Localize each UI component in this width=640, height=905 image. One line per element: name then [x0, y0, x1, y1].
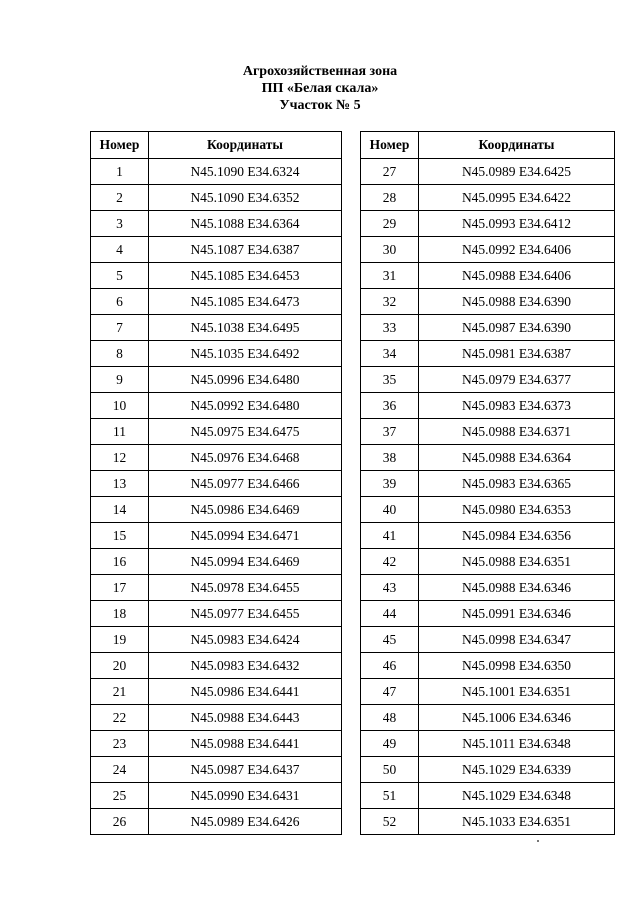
coordinates-cell: N45.0983 E34.6365: [419, 471, 615, 497]
table-row: [91, 419, 342, 445]
point-number-cell: 38: [361, 445, 419, 471]
point-number-cell: 50: [361, 757, 419, 783]
point-number-cell: 1: [91, 159, 149, 185]
table-row: [91, 757, 342, 783]
table-row: [361, 679, 615, 705]
table-row: [91, 601, 342, 627]
coordinates-cell: N45.0991 E34.6346: [419, 601, 615, 627]
coordinates-cell: N45.1038 E34.6495: [149, 315, 342, 341]
table-row: [91, 471, 342, 497]
table-row: [361, 393, 615, 419]
coordinates-cell: N45.1006 E34.6346: [419, 705, 615, 731]
coordinates-cell: N45.0998 E34.6347: [419, 627, 615, 653]
table-row: [361, 653, 615, 679]
coordinates-cell: N45.1090 E34.6324: [149, 159, 342, 185]
coordinates-cell: N45.0983 E34.6373: [419, 393, 615, 419]
table-row: [361, 809, 615, 835]
point-number-cell: 42: [361, 549, 419, 575]
table-row: [91, 679, 342, 705]
coordinates-cell: N45.0977 E34.6466: [149, 471, 342, 497]
coordinates-cell: N45.0983 E34.6424: [149, 627, 342, 653]
point-number-cell: 12: [91, 445, 149, 471]
scan-speck: [537, 840, 539, 842]
point-number-cell: 8: [91, 341, 149, 367]
point-number-cell: 43: [361, 575, 419, 601]
coordinates-cell: N45.1029 E34.6339: [419, 757, 615, 783]
table-header-row: [361, 132, 615, 159]
point-number-cell: 26: [91, 809, 149, 835]
point-number-cell: 47: [361, 679, 419, 705]
point-number-cell: 28: [361, 185, 419, 211]
table-row: [91, 549, 342, 575]
coordinates-cell: N45.1029 E34.6348: [419, 783, 615, 809]
point-number-cell: 2: [91, 185, 149, 211]
coordinates-cell: N45.0986 E34.6441: [149, 679, 342, 705]
point-number-cell: 25: [91, 783, 149, 809]
table-row: [361, 367, 615, 393]
table-row: [91, 341, 342, 367]
coordinates-cell: N45.1035 E34.6492: [149, 341, 342, 367]
table-row: [361, 731, 615, 757]
point-number-cell: 20: [91, 653, 149, 679]
point-number-cell: 52: [361, 809, 419, 835]
point-number-cell: 3: [91, 211, 149, 237]
point-number-cell: 44: [361, 601, 419, 627]
table-row: [91, 263, 342, 289]
column-header-coordinates: Координаты: [419, 132, 615, 159]
table-row: [361, 783, 615, 809]
column-header-number: Номер: [91, 132, 149, 159]
table-row: [361, 471, 615, 497]
coordinates-cell: N45.0988 E34.6441: [149, 731, 342, 757]
coordinates-cell: N45.0988 E34.6346: [419, 575, 615, 601]
table-row: [91, 289, 342, 315]
point-number-cell: 19: [91, 627, 149, 653]
point-number-cell: 49: [361, 731, 419, 757]
coordinates-cell: N45.0988 E34.6364: [419, 445, 615, 471]
document-title-zone: Агрохозяйственная зона: [242, 64, 398, 79]
coordinates-cell: N45.0978 E34.6455: [149, 575, 342, 601]
coordinates-cell: N45.1085 E34.6453: [149, 263, 342, 289]
table-row: [91, 237, 342, 263]
table-row: [361, 419, 615, 445]
coordinates-cell: N45.0988 E34.6351: [419, 549, 615, 575]
point-number-cell: 22: [91, 705, 149, 731]
table-row: [91, 367, 342, 393]
document-title-area: ПП «Белая скала»: [261, 81, 379, 96]
coordinates-cell: N45.0998 E34.6350: [419, 653, 615, 679]
table-row: [361, 263, 615, 289]
coordinates-cell: N45.1033 E34.6351: [419, 809, 615, 835]
coordinates-cell: N45.0996 E34.6480: [149, 367, 342, 393]
coordinates-cell: N45.1011 E34.6348: [419, 731, 615, 757]
coordinates-cell: N45.0983 E34.6432: [149, 653, 342, 679]
coordinates-cell: N45.0981 E34.6387: [419, 341, 615, 367]
coordinates-cell: N45.0994 E34.6469: [149, 549, 342, 575]
point-number-cell: 24: [91, 757, 149, 783]
point-number-cell: 29: [361, 211, 419, 237]
coordinates-table-right: [360, 131, 615, 835]
point-number-cell: 40: [361, 497, 419, 523]
coordinates-cell: N45.0979 E34.6377: [419, 367, 615, 393]
table-row: [91, 653, 342, 679]
point-number-cell: 11: [91, 419, 149, 445]
table-row: [91, 315, 342, 341]
coordinates-cell: N45.0986 E34.6469: [149, 497, 342, 523]
point-number-cell: 10: [91, 393, 149, 419]
point-number-cell: 18: [91, 601, 149, 627]
coordinates-cell: N45.1001 E34.6351: [419, 679, 615, 705]
table-row: [361, 211, 615, 237]
point-number-cell: 15: [91, 523, 149, 549]
coordinates-cell: N45.0995 E34.6422: [419, 185, 615, 211]
table-row: [361, 185, 615, 211]
point-number-cell: 48: [361, 705, 419, 731]
table-row: [91, 731, 342, 757]
table-row: [361, 757, 615, 783]
coordinates-cell: N45.0988 E34.6406: [419, 263, 615, 289]
table-row: [91, 159, 342, 185]
coordinates-cell: N45.0992 E34.6480: [149, 393, 342, 419]
table-row: [361, 601, 615, 627]
table-row: [361, 289, 615, 315]
coordinates-cell: N45.0977 E34.6455: [149, 601, 342, 627]
table-row: [361, 523, 615, 549]
coordinates-cell: N45.1085 E34.6473: [149, 289, 342, 315]
table-row: [91, 185, 342, 211]
table-row: [91, 575, 342, 601]
point-number-cell: 17: [91, 575, 149, 601]
point-number-cell: 36: [361, 393, 419, 419]
point-number-cell: 41: [361, 523, 419, 549]
point-number-cell: 32: [361, 289, 419, 315]
coordinates-cell: N45.0992 E34.6406: [419, 237, 615, 263]
point-number-cell: 6: [91, 289, 149, 315]
point-number-cell: 46: [361, 653, 419, 679]
point-number-cell: 14: [91, 497, 149, 523]
coordinates-cell: N45.0994 E34.6471: [149, 523, 342, 549]
coordinates-cell: N45.0993 E34.6412: [419, 211, 615, 237]
point-number-cell: 5: [91, 263, 149, 289]
point-number-cell: 30: [361, 237, 419, 263]
table-row: [91, 627, 342, 653]
coordinates-cell: N45.0989 E34.6425: [419, 159, 615, 185]
document-title-plot: Участок № 5: [279, 98, 361, 113]
point-number-cell: 9: [91, 367, 149, 393]
coordinates-cell: N45.0975 E34.6475: [149, 419, 342, 445]
table-row: [91, 523, 342, 549]
table-row: [91, 393, 342, 419]
table-row: [361, 705, 615, 731]
point-number-cell: 27: [361, 159, 419, 185]
coordinates-cell: N45.0987 E34.6437: [149, 757, 342, 783]
table-row: [91, 809, 342, 835]
table-row: [91, 497, 342, 523]
table-row: [361, 497, 615, 523]
point-number-cell: 51: [361, 783, 419, 809]
column-header-coordinates: Координаты: [149, 132, 342, 159]
table-row: [361, 341, 615, 367]
coordinates-cell: N45.0990 E34.6431: [149, 783, 342, 809]
coordinates-cell: N45.0988 E34.6371: [419, 419, 615, 445]
point-number-cell: 37: [361, 419, 419, 445]
table-row: [361, 315, 615, 341]
coordinates-cell: N45.0988 E34.6443: [149, 705, 342, 731]
point-number-cell: 13: [91, 471, 149, 497]
table-row: [361, 445, 615, 471]
column-header-number: Номер: [361, 132, 419, 159]
table-header-row: [91, 132, 342, 159]
coordinates-cell: N45.1090 E34.6352: [149, 185, 342, 211]
table-row: [91, 783, 342, 809]
coordinates-cell: N45.0980 E34.6353: [419, 497, 615, 523]
point-number-cell: 21: [91, 679, 149, 705]
table-row: [361, 549, 615, 575]
point-number-cell: 35: [361, 367, 419, 393]
table-row: [361, 159, 615, 185]
point-number-cell: 34: [361, 341, 419, 367]
point-number-cell: 16: [91, 549, 149, 575]
table-row: [91, 211, 342, 237]
point-number-cell: 31: [361, 263, 419, 289]
coordinates-cell: N45.0984 E34.6356: [419, 523, 615, 549]
table-row: [91, 445, 342, 471]
point-number-cell: 4: [91, 237, 149, 263]
point-number-cell: 39: [361, 471, 419, 497]
coordinates-table-left: [90, 131, 342, 835]
coordinates-cell: N45.0989 E34.6426: [149, 809, 342, 835]
table-row: [361, 237, 615, 263]
table-row: [361, 627, 615, 653]
coordinates-cell: N45.1087 E34.6387: [149, 237, 342, 263]
point-number-cell: 33: [361, 315, 419, 341]
coordinates-cell: N45.0987 E34.6390: [419, 315, 615, 341]
table-row: [91, 705, 342, 731]
coordinates-cell: N45.1088 E34.6364: [149, 211, 342, 237]
table-row: [361, 575, 615, 601]
point-number-cell: 7: [91, 315, 149, 341]
point-number-cell: 23: [91, 731, 149, 757]
coordinates-cell: N45.0988 E34.6390: [419, 289, 615, 315]
point-number-cell: 45: [361, 627, 419, 653]
coordinates-cell: N45.0976 E34.6468: [149, 445, 342, 471]
